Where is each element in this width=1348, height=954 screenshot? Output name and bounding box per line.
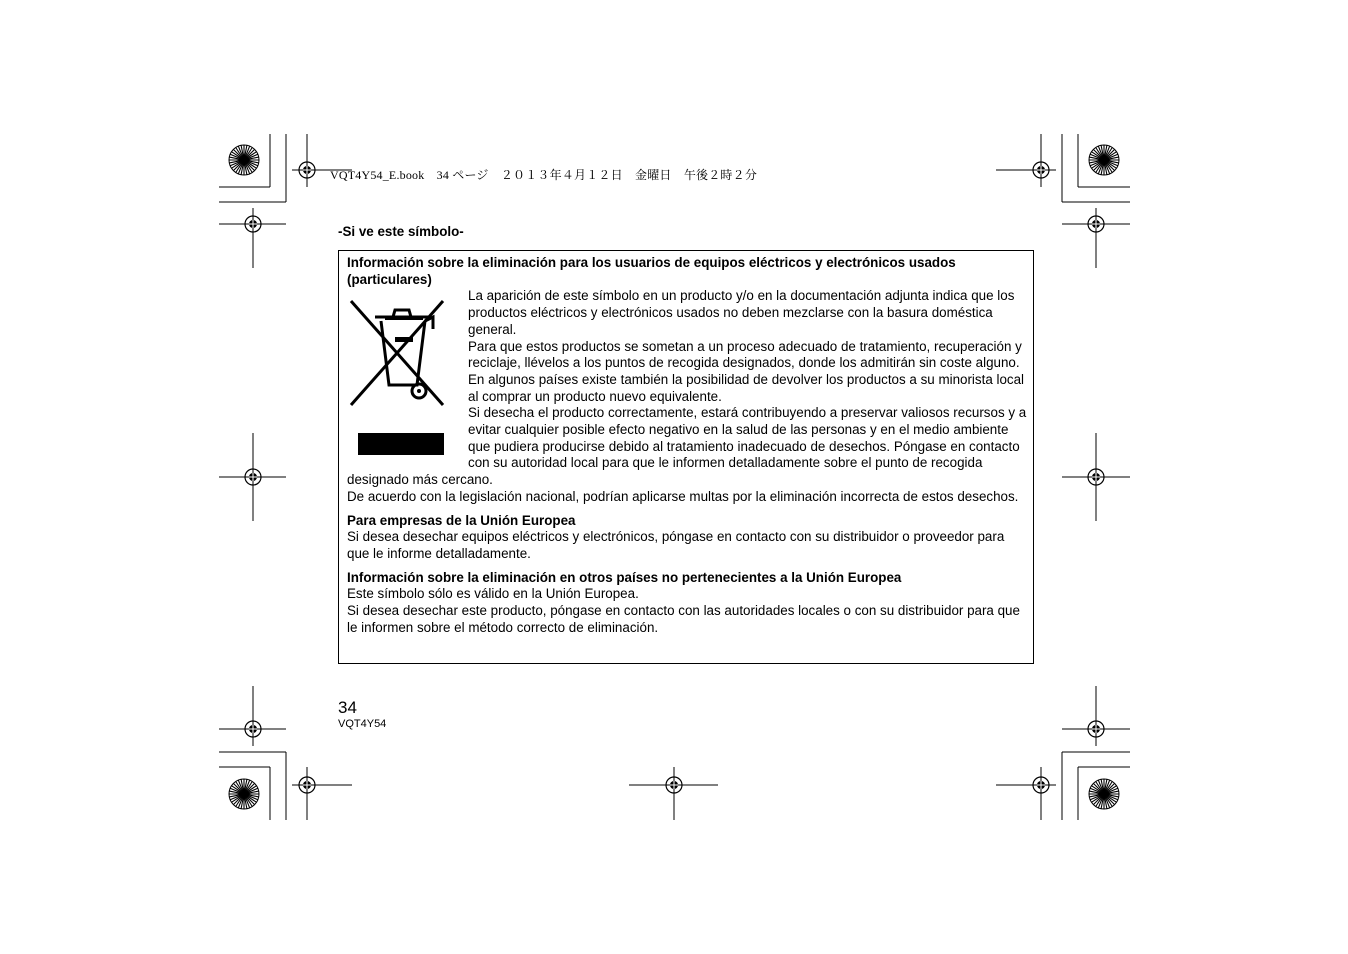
- page-number: 34: [338, 698, 357, 717]
- model-code: VQT4Y54: [338, 718, 387, 730]
- eu-business-text: Si desea desechar equipos eléctricos y electrónicos, póngase en contacto con su distribuidor o proveedor para que le informe detalladamente.: [347, 529, 1005, 561]
- non-eu-text: Si desea desechar este producto, póngase en contacto con las autoridades locales o con su distribuidor para que le informen sobre el método correcto de eliminación.: [347, 603, 1020, 635]
- disposal-notice-box: [338, 250, 1034, 664]
- print-header: VQT4Y54_E.book 34 ページ ２０１３年４月１２日 金曜日 午後２時２分: [330, 168, 758, 182]
- notice-paragraph: Si desecha el producto correctamente, estará contribuyendo a preservar valiosos recursos y a evitar cualquier posible efecto negativo en la salud de las personas y en el medio ambiente que pudiera producirse debido al tratamiento inadecuado de desechos. Póngase en contacto con su autoridad local para que le informen detalladamente sobre el punto de recogida designado más cercano.: [347, 405, 1027, 488]
- section-heading: -Si ve este símbolo-: [338, 224, 464, 239]
- notice-paragraph: Para que estos productos se sometan a un proceso adecuado de tratamiento, recuperación y reciclaje, llévelos a los puntos de recogida designados, donde los admitirán sin coste alguno. En algunos países existe también la posibilidad de devolver los productos a su minorista local al comprar un producto nuevo equivalente.: [468, 338, 1025, 404]
- notice-title: Información sobre la eliminación para los usuarios de equipos eléctricos y electrónicos usados (particulares): [347, 255, 956, 287]
- notice-paragraph: De acuerdo con la legislación nacional, podrían aplicarse multas por la eliminación incorrecta de estos desechos.: [347, 488, 1019, 504]
- non-eu-text: Este símbolo sólo es válido en la Unión Europea.: [347, 586, 639, 602]
- notice-paragraph: La aparición de este símbolo en un producto y/o en la documentación adjunta indica que los productos eléctricos y electrónicos usados no deben mezclarse con la basura doméstica general.: [468, 288, 1015, 337]
- eu-business-heading: Para empresas de la Unión Europea: [347, 512, 576, 528]
- non-eu-heading: Información sobre la eliminación en otros países no pertenecientes a la Unión Europea: [347, 569, 902, 585]
